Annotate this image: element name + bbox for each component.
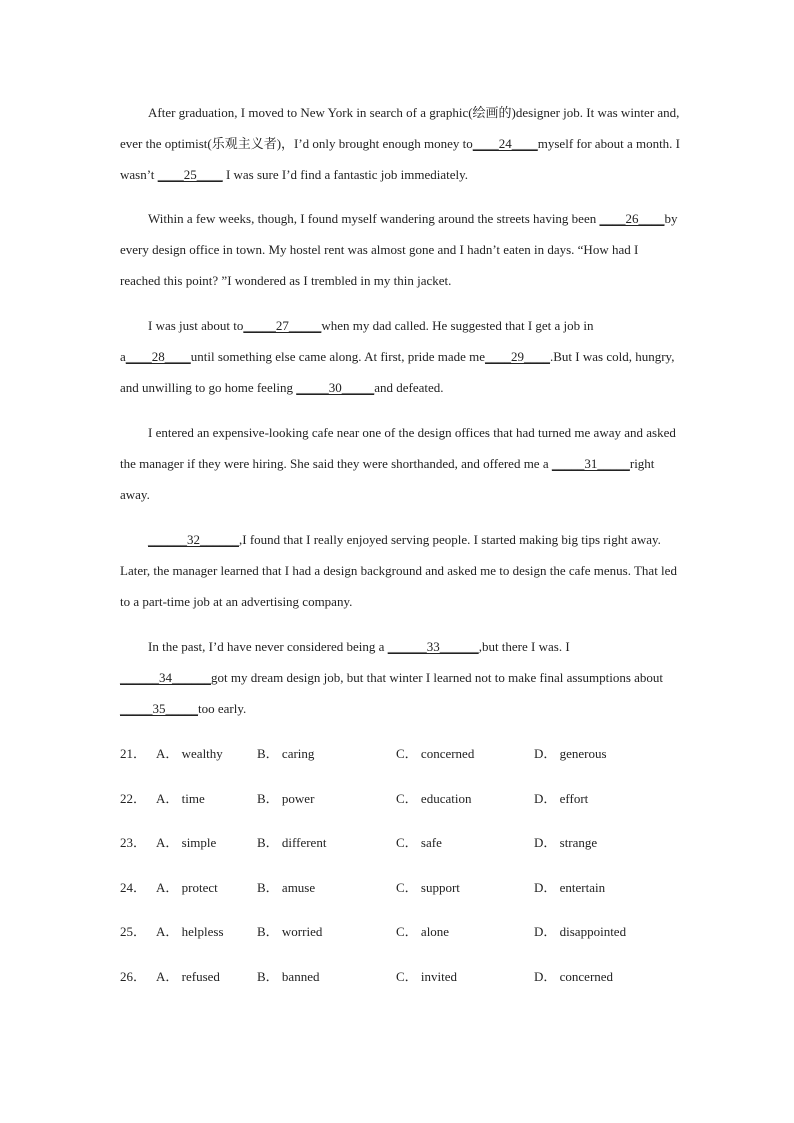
passage-text: too early. xyxy=(198,701,247,716)
option-b: B． power xyxy=(257,791,315,806)
option-a: A． helpless xyxy=(156,924,224,939)
passage-text: ,but there I was. I xyxy=(478,639,570,654)
passage-paragraph-5 xyxy=(120,524,680,617)
blank-34: ______34______ xyxy=(120,670,211,685)
option-b: B． different xyxy=(257,835,327,850)
question-23 xyxy=(120,833,680,853)
blank-29: ____29____ xyxy=(485,349,551,364)
question-number: 22． xyxy=(120,791,147,806)
passage-text: In the past, I’d have never considered being a xyxy=(148,639,388,654)
blank-33: ______33______ xyxy=(387,639,479,654)
option-b: B． worried xyxy=(257,924,323,939)
option-c: C． education xyxy=(396,791,472,806)
option-b: B． amuse xyxy=(257,880,316,895)
question-21 xyxy=(120,744,680,764)
question-number: 25． xyxy=(120,924,147,939)
option-a: A． wealthy xyxy=(156,746,223,761)
passage-text: until something else came along. At first, pride made me xyxy=(190,349,486,364)
question-number: 26． xyxy=(120,969,147,984)
passage-paragraph-6 xyxy=(120,631,680,724)
blank-27: _____27_____ xyxy=(243,318,322,333)
blank-28: ____28____ xyxy=(125,349,191,364)
blank-30: _____30_____ xyxy=(296,380,375,395)
option-b: B． caring xyxy=(257,746,315,761)
question-22 xyxy=(120,789,680,809)
blank-24: ____24____ xyxy=(472,136,538,151)
question-number: 24． xyxy=(120,880,147,895)
option-a: A． protect xyxy=(156,880,218,895)
option-d: D． concerned xyxy=(534,969,614,984)
option-c: C． concerned xyxy=(396,746,475,761)
blank-35: _____35_____ xyxy=(120,701,198,716)
question-25 xyxy=(120,922,680,942)
option-d: D． entertain xyxy=(534,880,606,895)
passage-text: myself for about a month. I wasn’t xyxy=(120,136,681,182)
option-a: A． simple xyxy=(156,835,217,850)
passage-paragraph-3 xyxy=(120,310,680,403)
blank-32: ______32______ xyxy=(148,532,239,547)
passage-text: got my dream design job, but that winter I learned not to make final assumptions about xyxy=(211,670,664,685)
option-a: A． time xyxy=(156,791,205,806)
option-c: C． alone xyxy=(396,924,450,939)
option-c: C． safe xyxy=(396,835,442,850)
passage-paragraph-4 xyxy=(120,417,680,510)
passage-paragraph-1 xyxy=(120,97,680,190)
passage-text: .But I was cold, hungry, and unwilling to go home feeling xyxy=(120,349,675,395)
blank-31: _____31_____ xyxy=(551,456,630,471)
option-d: D． disappointed xyxy=(534,924,627,939)
option-b: B． banned xyxy=(257,969,320,984)
option-c: C． support xyxy=(396,880,460,895)
passage-text: when my dad called. He suggested that I get a job in a xyxy=(120,318,594,364)
passage-text: by every design office in town. My hostel rent was almost gone and I hadn’t eaten in days. “How had I reached this point? ”I wondered as I trembled in my thin jacket. xyxy=(120,211,678,288)
passage-text: I was just about to xyxy=(148,318,244,333)
passage-text: I was sure I’d find a fantastic job immediately. xyxy=(222,167,469,182)
option-d: D． generous xyxy=(534,746,607,761)
blank-25: ____25____ xyxy=(157,167,223,182)
option-c: C． invited xyxy=(396,969,458,984)
question-number: 21． xyxy=(120,746,147,761)
option-a: A． refused xyxy=(156,969,220,984)
question-24 xyxy=(120,878,680,898)
passage-text: Within a few weeks, though, I found myself wandering around the streets having been xyxy=(148,211,600,226)
question-26 xyxy=(120,967,680,987)
blank-26: ____26____ xyxy=(599,211,665,226)
passage-text: After graduation, I moved to New York in search of a graphic(绘画的)designer job. It was winter and, ever the optimist(乐观主义者)，I’d only brought enough money to xyxy=(120,105,680,151)
passage-text: right away. xyxy=(120,456,655,502)
passage-text: and defeated. xyxy=(374,380,444,395)
question-number: 23． xyxy=(120,835,147,850)
passage-paragraph-2 xyxy=(120,203,680,296)
passage-text: I entered an expensive-looking cafe near one of the design offices that had turned me away and asked the manager if they were hiring. She said they were shorthanded, and offered me a xyxy=(120,425,676,471)
passage-text: ,I found that I really enjoyed serving people. I started making big tips right away. Later, the manager learned that I had a design background and asked me to design the cafe menus. That led to a part-time job at an advertising company. xyxy=(120,532,677,609)
option-d: D． strange xyxy=(534,835,598,850)
option-d: D． effort xyxy=(534,791,589,806)
